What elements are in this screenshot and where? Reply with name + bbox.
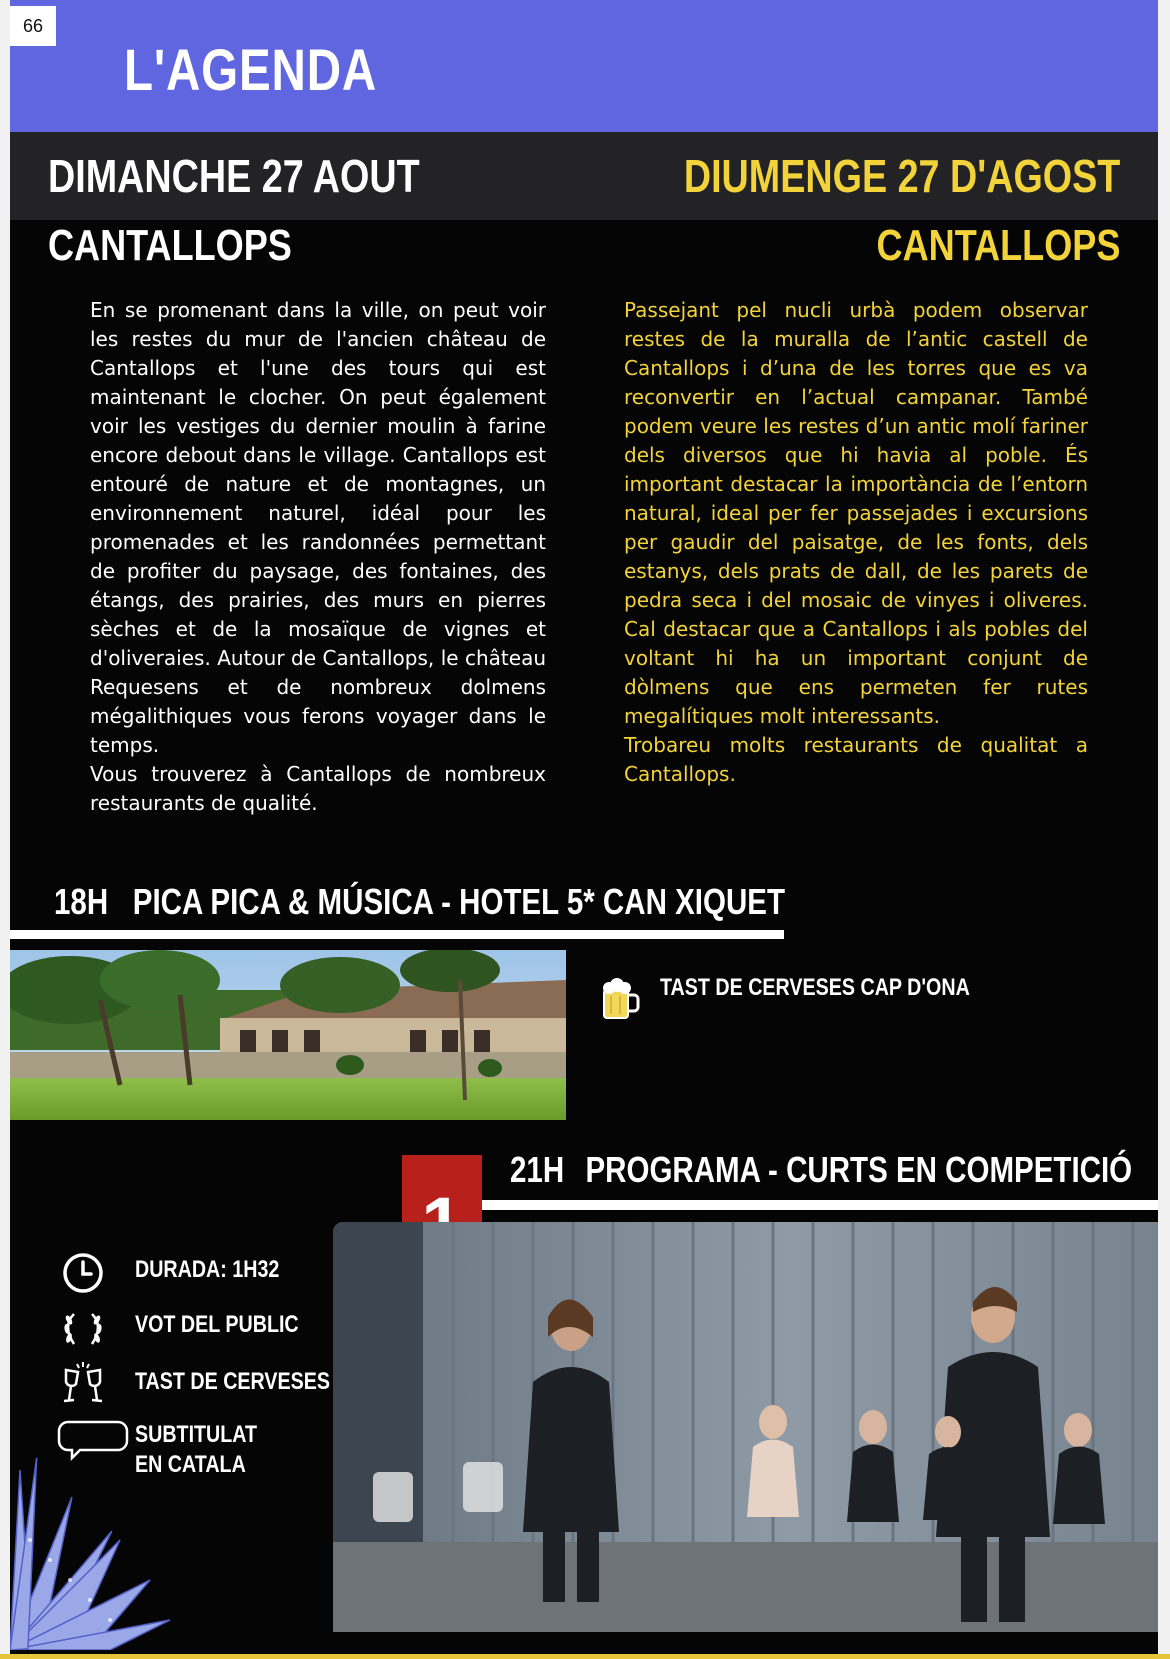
subtitle-label-line2: EN CATALA bbox=[135, 1451, 246, 1478]
bottom-accent-strip bbox=[0, 1654, 1170, 1659]
agenda-page bbox=[10, 0, 1158, 1659]
event2-title: PROGRAMA - CURTS EN COMPETICIÓ bbox=[585, 1149, 1133, 1190]
date-catalan: DIUMENGE 27 D'AGOST bbox=[683, 150, 1120, 202]
beer-tasting-label: TAST DE CERVESES CAP D'ONA bbox=[660, 974, 970, 1001]
event2-divider bbox=[482, 1200, 1158, 1210]
beer-tasting-info-label: TAST DE CERVESES bbox=[135, 1368, 331, 1395]
event2-heading bbox=[510, 1149, 1133, 1190]
flower-decoration bbox=[10, 1450, 180, 1650]
duration-label: DURADA: 1H32 bbox=[135, 1256, 280, 1283]
hotel-photo bbox=[10, 950, 566, 1120]
event1-time: 18H bbox=[54, 881, 109, 922]
event2-time: 21H bbox=[510, 1149, 565, 1190]
subtitle-label-line1: SUBTITULAT bbox=[135, 1421, 258, 1448]
public-vote-label: VOT DEL PUBLIC bbox=[135, 1311, 299, 1338]
beer-mug-icon bbox=[596, 976, 642, 1022]
town-catalan: CANTALLOPS bbox=[876, 221, 1120, 270]
laurel-icon bbox=[60, 1306, 106, 1352]
toast-glasses-icon bbox=[60, 1360, 106, 1406]
description-french: En se promenant dans la ville, on peut voir les restes du mur de l'ancien château de Cantallops et l'une des tours qui est maintenant le clocher. On peut également voir les vestiges du dernier moulin à farine encore debout dans le village. Cantallops est entouré de nature et de montagnes, un environnement naturel, idéal pour les promenades et les randonnées permettant de profiter du paysage, des fontaines, des étangs, des prairies, des murs en pierres sèches et de la mosaïque de vignes et d'oliveraies. Autour de Cantallops, le château Requesens et de nombreux dolmens mégalithiques vous ferons voyager dans le temps. Vous trouverez à Cantallops de nombreux restaurants de qualité. bbox=[90, 298, 546, 815]
page-number: 66 bbox=[10, 6, 56, 46]
description-catalan: Passejant pel nucli urbà podem observar restes de la muralla de l’antic castell de Cantallops i d’una de les torres que es va reconvertir en l’actual campanar. També podem veure les restes d’un antic molí fariner dels diversos que hi havia al poble. És important destacar la importància de l’entorn natural, ideal per fer passejades i excursions per gaudir del paisatge, de les fonts, dels estanys, dels prats de dall, de les parets de pedra seca i del mosaic de vinyes i oliveres. Cal destacar que a Cantallops i als pobles del voltant hi ha un important conjunt de dòlmens que ens permeten fer rutes megalítiques molt interessants. Trobareu molts restaurants de qualitat a Cantallops. bbox=[624, 298, 1088, 786]
film-still-photo bbox=[333, 1222, 1158, 1632]
date-french: DIMANCHE 27 AOUT bbox=[48, 150, 420, 202]
event1-title: PICA PICA & MÚSICA - HOTEL 5* CAN XIQUET bbox=[132, 881, 785, 922]
clock-icon bbox=[60, 1250, 106, 1296]
event1-divider bbox=[10, 930, 784, 939]
town-french: CANTALLOPS bbox=[48, 221, 292, 270]
event1-heading bbox=[54, 881, 785, 922]
page-title: L'AGENDA bbox=[124, 38, 378, 103]
